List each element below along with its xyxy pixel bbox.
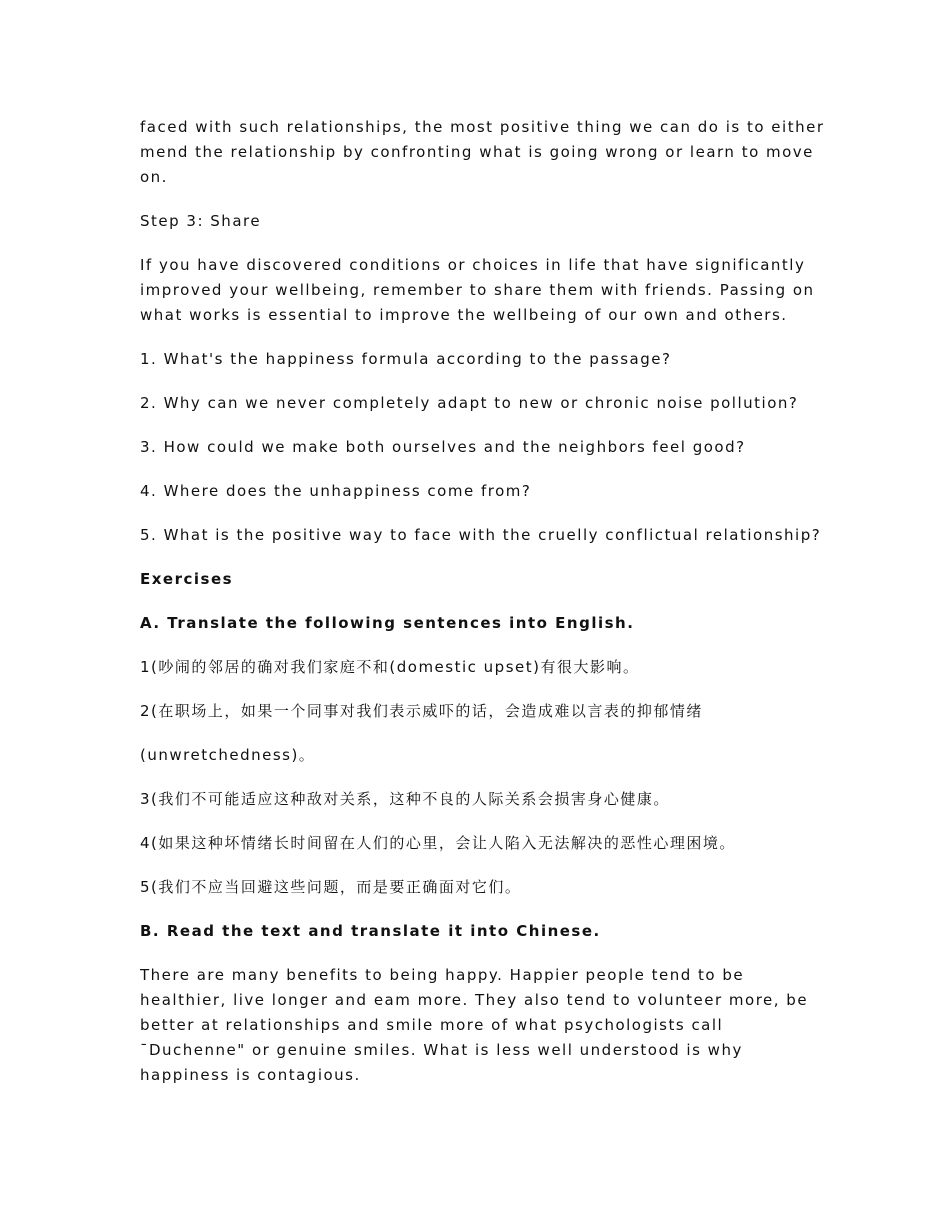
translation-item-1: 1(吵闹的邻居的确对我们家庭不和(domestic upset)有很大影响。 <box>140 658 640 676</box>
question-4: 4. Where does the unhappiness come from? <box>140 482 532 500</box>
translation-item-3: 3(我们不可能适应这种敌对关系，这种不良的人际关系会损害身心健康。 <box>140 790 670 808</box>
translation-item-2-continued: (unwretchedness)。 <box>140 746 316 764</box>
translation-item-4: 4(如果这种坏情绪长时间留在人们的心里，会让人陷入无法解决的恶性心理困境。 <box>140 834 736 852</box>
section-b-text: There are many benefits to being happy. Happier people tend to be healthier, live longer and eam more. They also tend to volunteer more, be better at relationships and smile more of what psychologists call ¯Duchenne" or genuine smiles. What is less well understood is why happiness is contagious. <box>140 966 809 1084</box>
section-b-heading: B. Read the text and translate it into Chinese. <box>140 922 601 940</box>
question-3: 3. How could we make both ourselves and the neighbors feel good? <box>140 438 746 456</box>
question-2: 2. Why can we never completely adapt to new or chronic noise pollution? <box>140 394 799 412</box>
paragraph-share: If you have discovered conditions or choices in life that have significantly improved your wellbeing, remember to share them with friends. Passing on what works is essential to improve the wellbeing of our own and others. <box>140 256 815 324</box>
question-5: 5. What is the positive way to face with the cruelly conflictual relationship? <box>140 526 822 544</box>
section-a-heading: A. Translate the following sentences into English. <box>140 614 635 632</box>
question-1: 1. What's the happiness formula according to the passage? <box>140 350 672 368</box>
paragraph-intro-tail: faced with such relationships, the most positive thing we can do is to either mend the relationship by confronting what is going wrong or learn to move on. <box>140 118 825 186</box>
translation-item-2: 2(在职场上，如果一个同事对我们表示威吓的话，会造成难以言表的抑郁情绪 <box>140 702 703 720</box>
step-3-label: Step 3: Share <box>140 212 262 230</box>
document-page <box>140 115 830 1107</box>
translation-item-5: 5(我们不应当回避这些问题，而是要正确面对它们。 <box>140 878 522 896</box>
exercises-heading: Exercises <box>140 570 234 588</box>
